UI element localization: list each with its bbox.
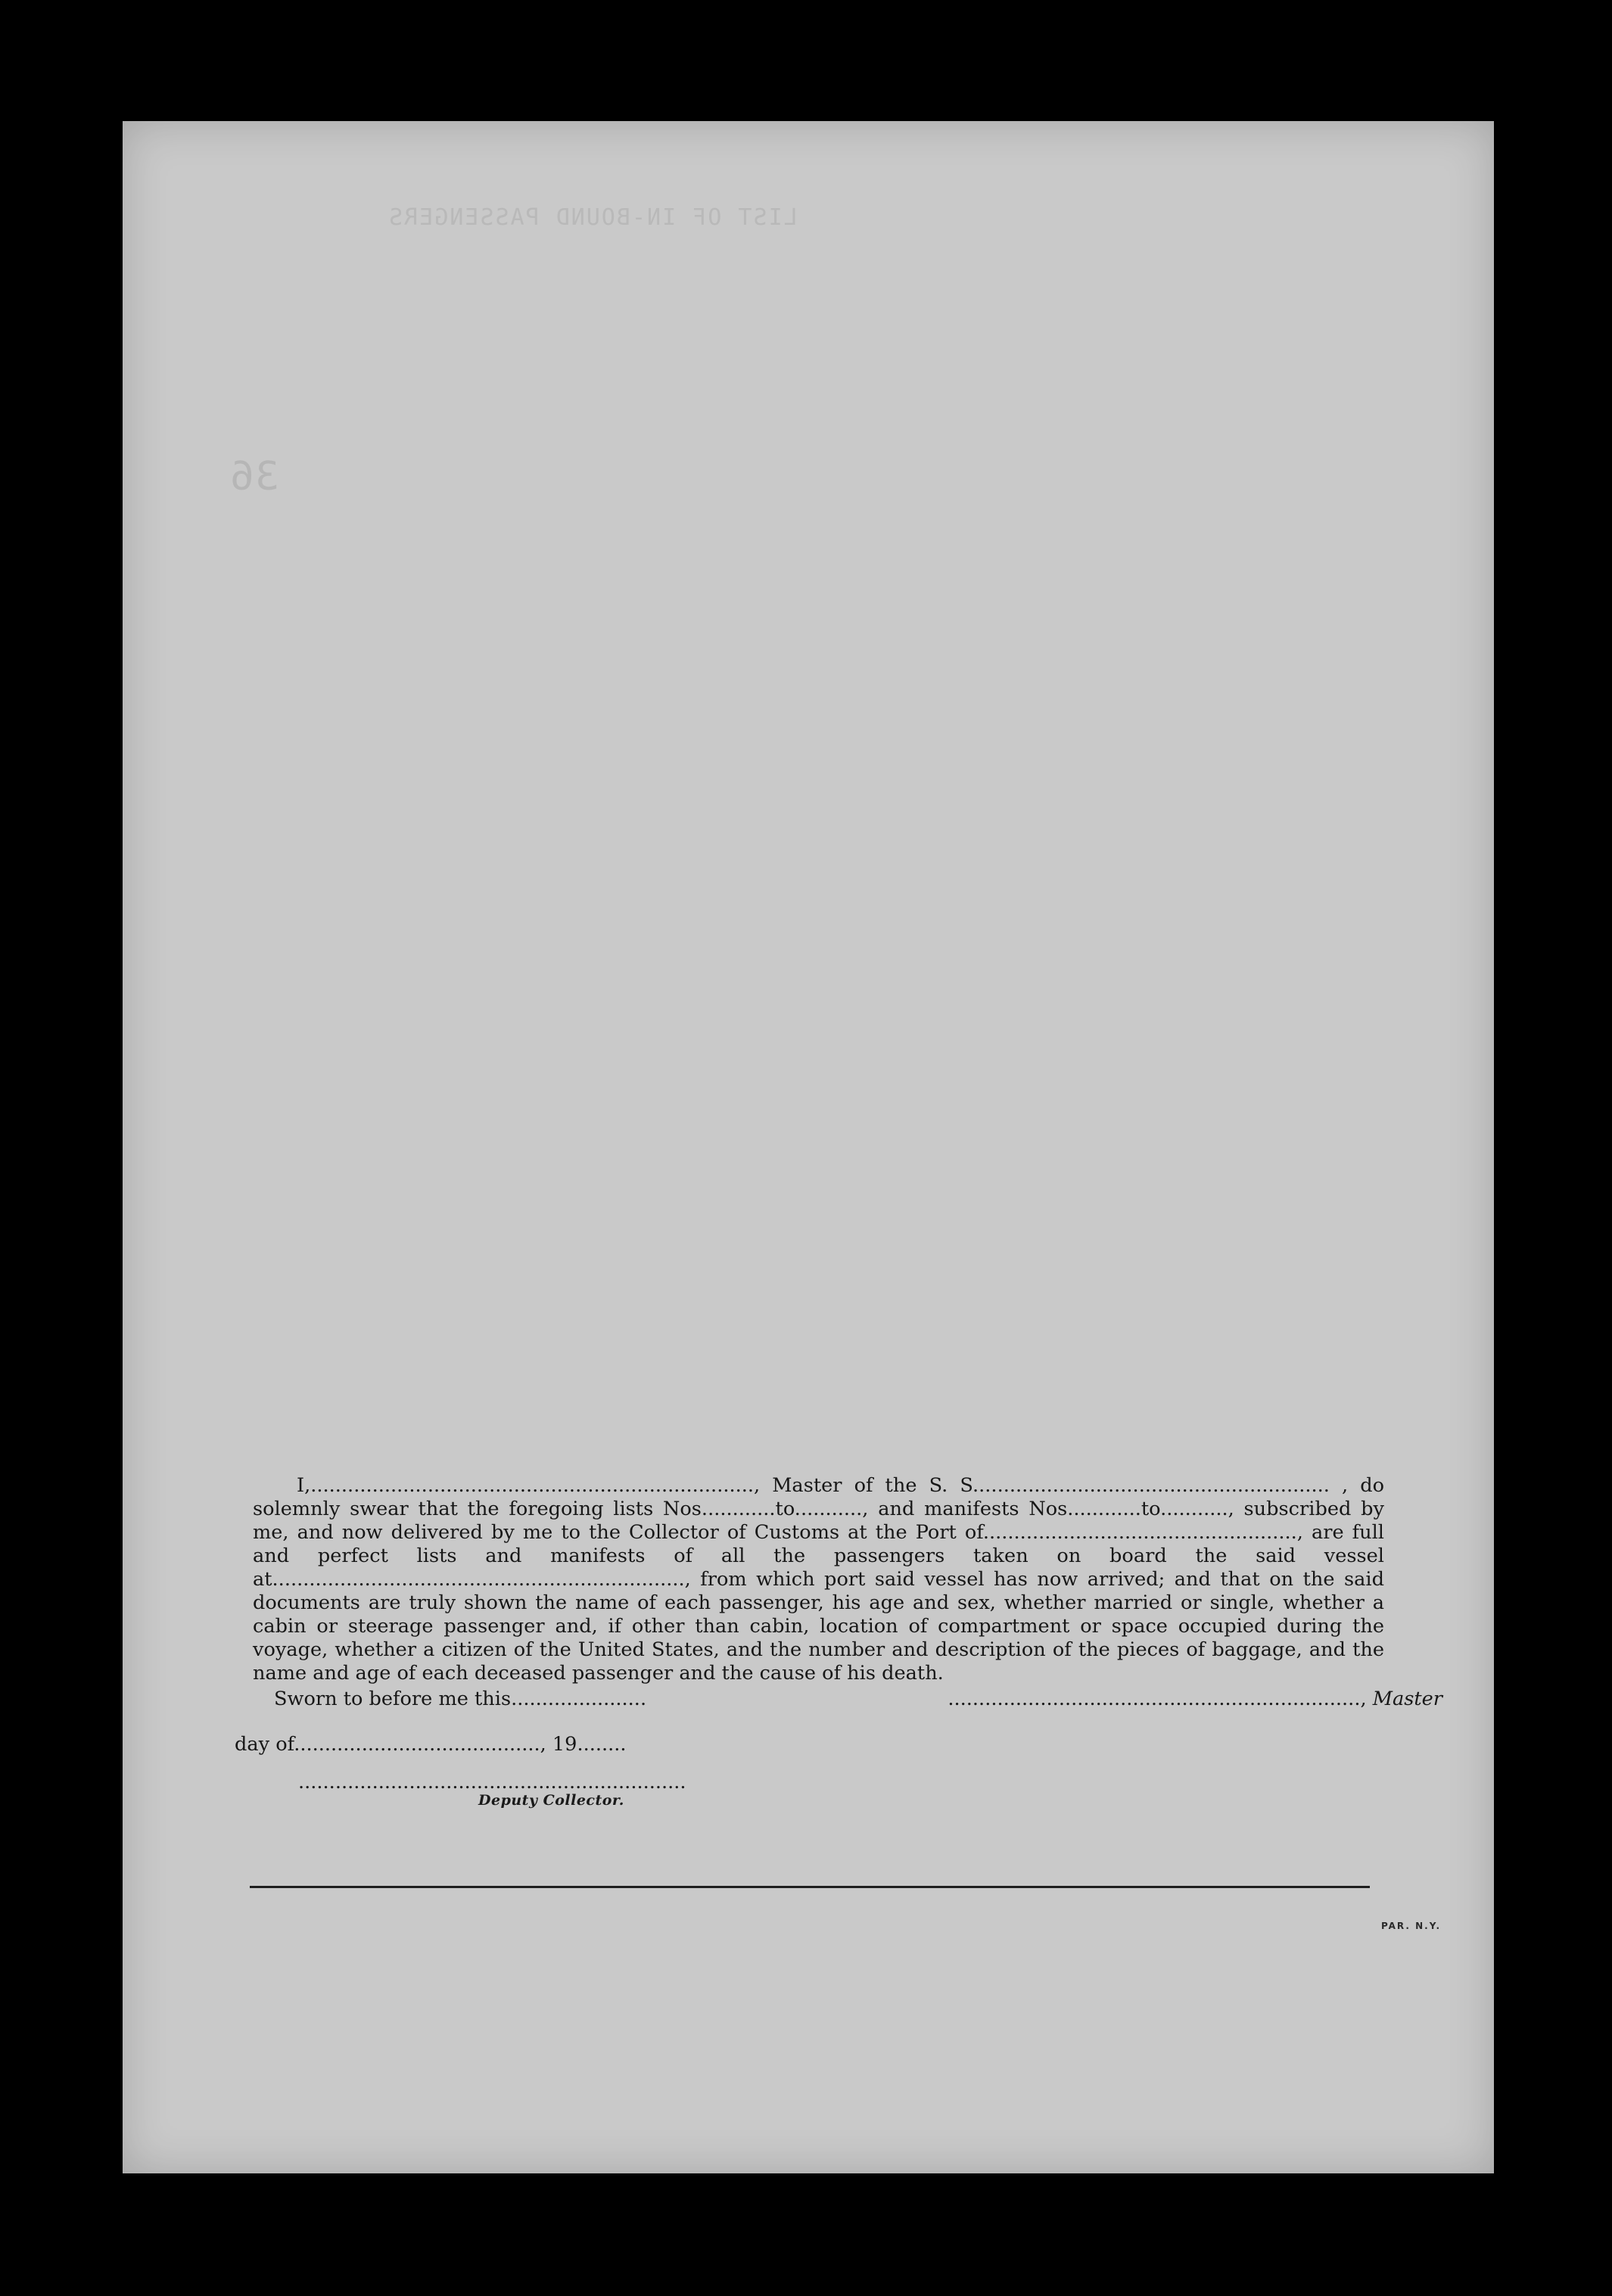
sworn-line: Sworn to before me this...................... (274, 1688, 647, 1710)
day-of-line: day of........................................, 19........ (235, 1733, 627, 1756)
oath-paragraph: I,........................................................................, Master of the S. S.......................................................... , do solemnly swear that the foregoing lists Nos............to..........., and manifests Nos............to..........., subscribed by me, and now delivered by me to the Collector of Customs at the Port of..................................................., are full and perfect lists and manifests of all the passengers taken on board the said vessel at..................................................................., from which port said vessel has now arrived; and that on the said documents are truly shown the name of each passenger, his age and sex, whether married or single, whether a cabin or steerage passenger and, if other than cabin, location of compartment or space occupied during the voyage, whether a citizen of the United States, and the number and description of the pieces of baggage, and the name and age of each deceased passenger and the cause of his death. (253, 1474, 1384, 1685)
bleed-through-title: LIST OF IN-BOUND PASSENGERS (387, 204, 798, 231)
master-signature-dots: ..................................................................., (948, 1688, 1367, 1710)
printer-mark: PAR. N.Y. (1380, 1921, 1441, 1931)
deputy-signature-line: ............................................................... (298, 1771, 686, 1794)
master-signature-line (948, 1688, 1442, 1710)
deputy-collector-label: Deputy Collector. (478, 1792, 624, 1809)
horizontal-rule (250, 1886, 1370, 1888)
document-page (123, 121, 1494, 2173)
bleed-through-number: 36 (229, 454, 279, 499)
master-label: Master (1372, 1688, 1442, 1710)
